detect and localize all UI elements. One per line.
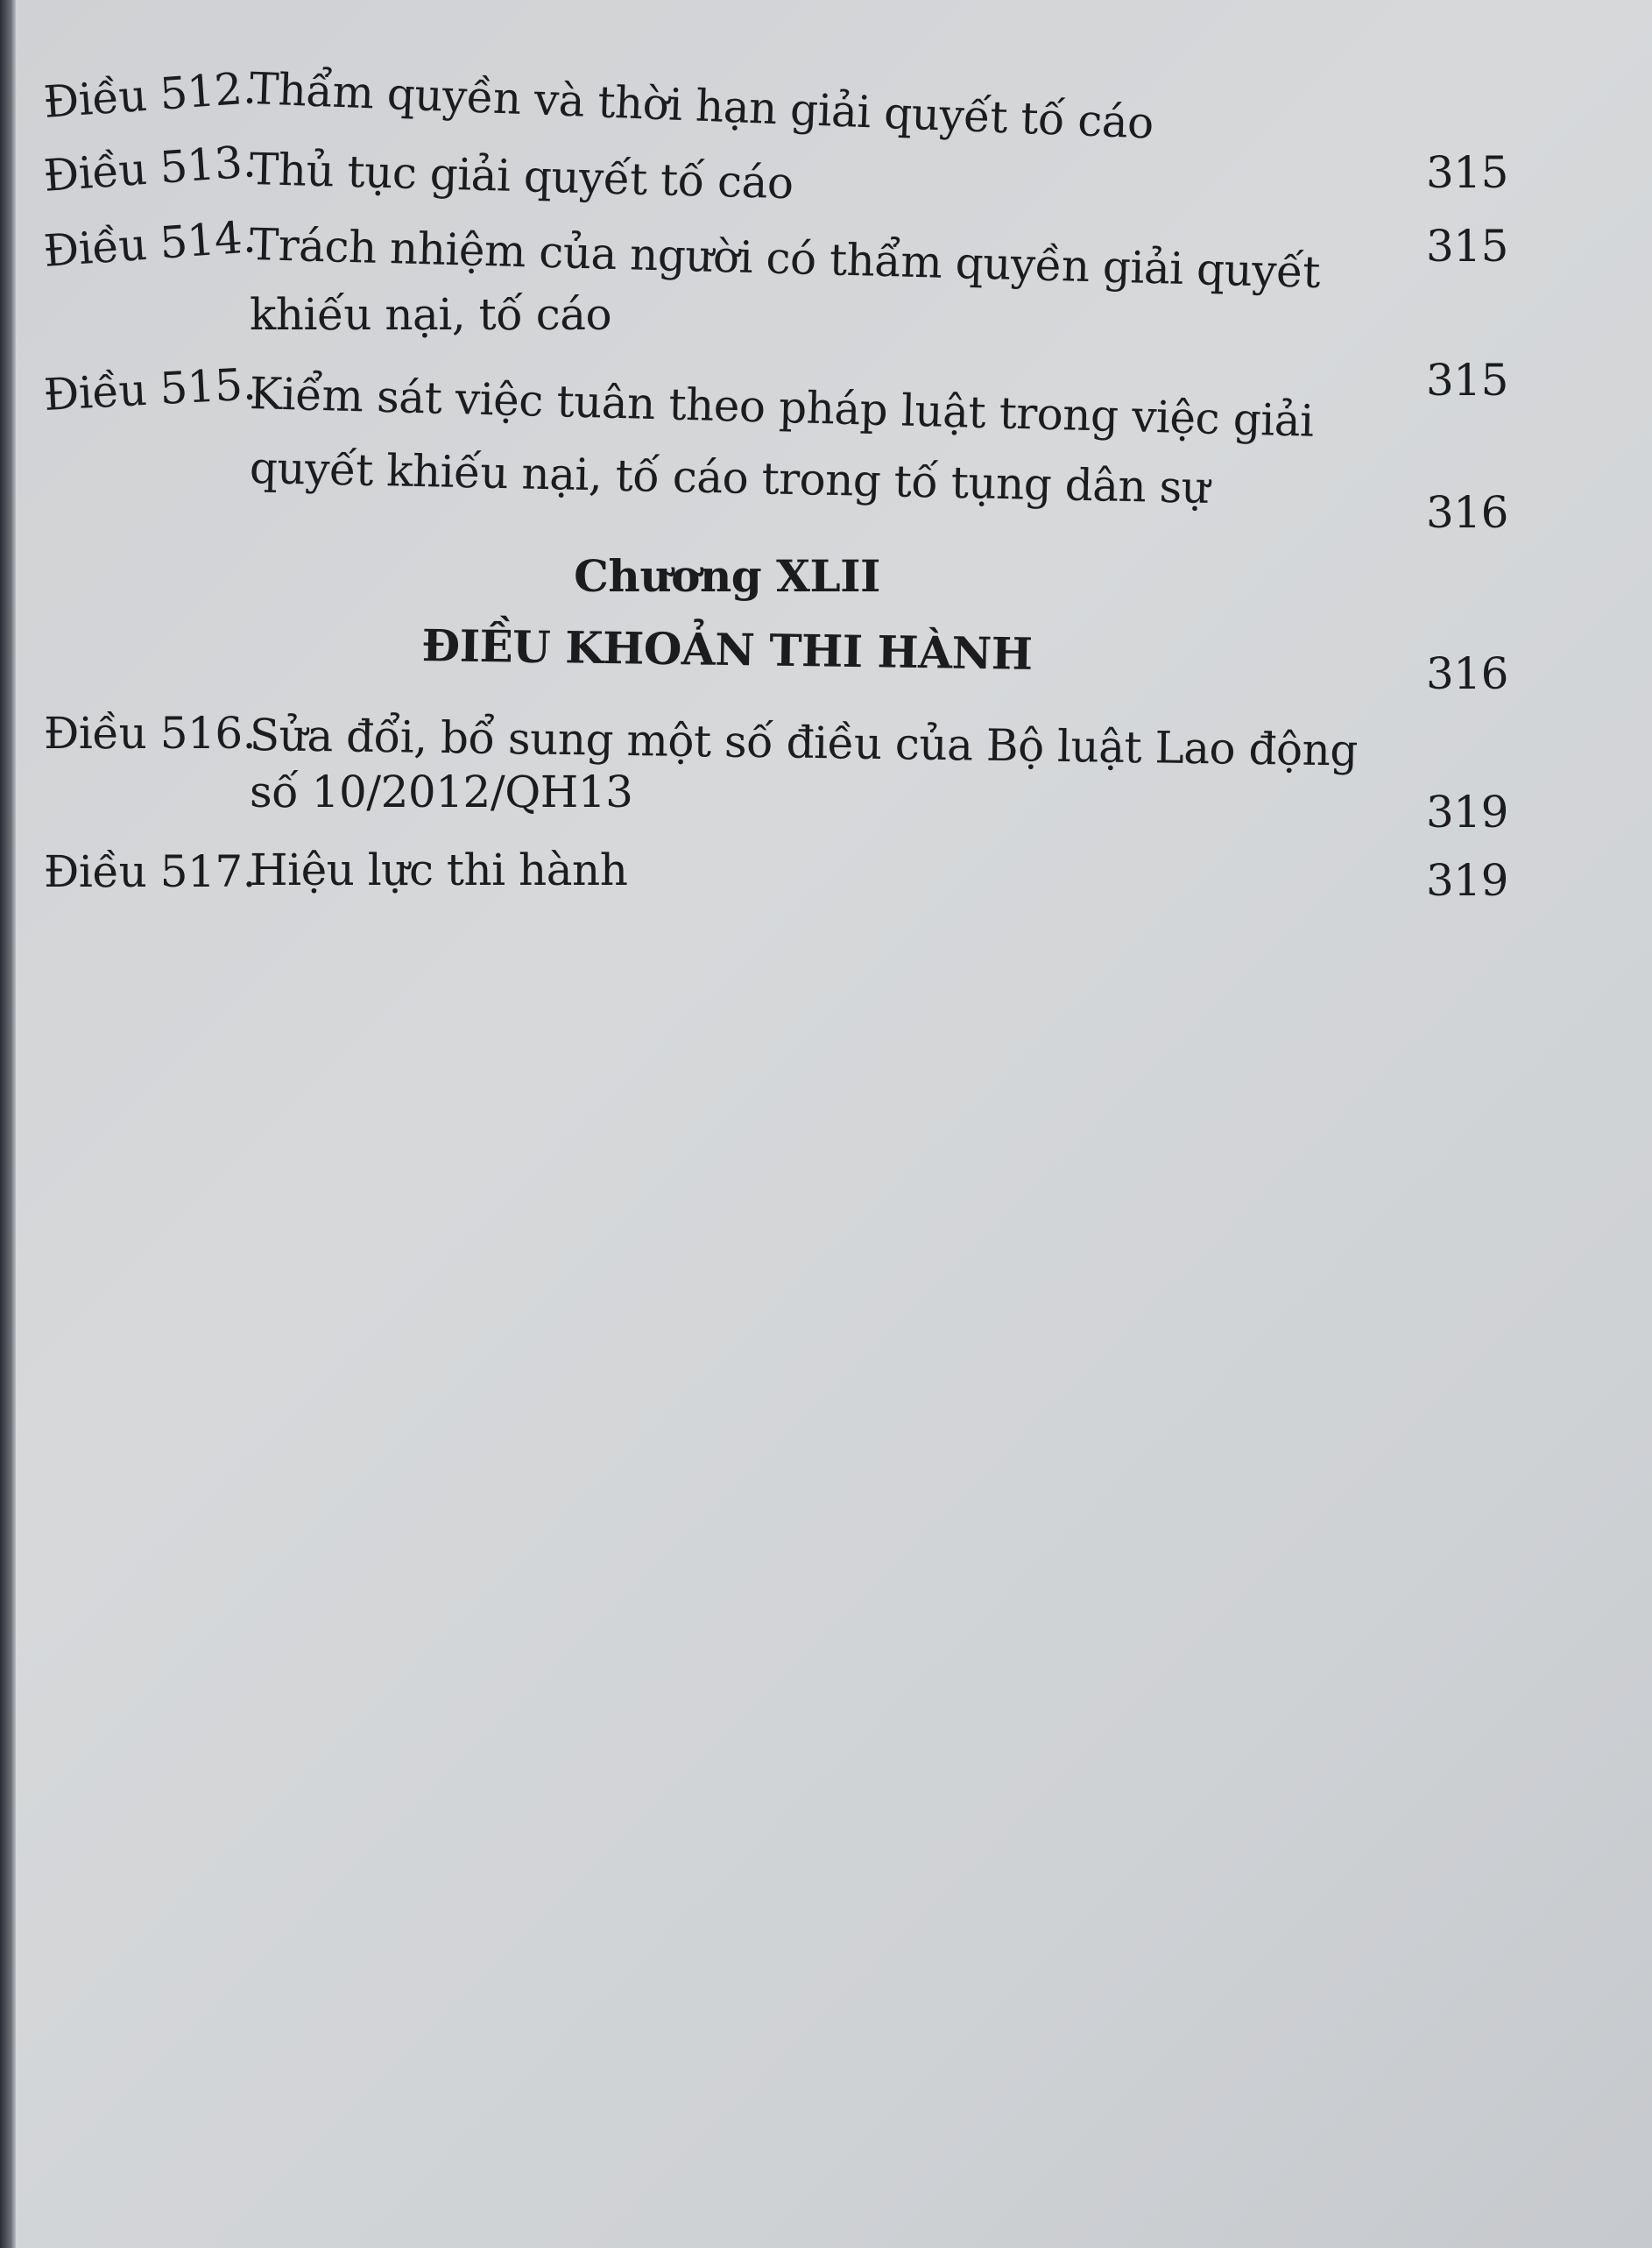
entry-page: 319 [1426,787,1508,838]
book-spine-edge [0,0,16,2248]
entry-label: Điều 513. [41,136,258,201]
entry-label: Điều 516. [44,708,257,759]
chapter-page: 316 [1426,648,1508,699]
entry-label: Điều 514. [41,211,258,277]
entry-title-cont: khiếu nại, tố cáo [250,289,612,340]
entry-title: Thẩm quyền và thời hạn giải quyết tố cáo [248,63,1154,149]
entry-title: Sửa đổi, bổ sung một số điều của Bộ luật Lao động [249,710,1359,776]
entry-page: 315 [1426,221,1508,272]
entry-title: Thủ tục giải quyết tố cáo [249,144,794,209]
chapter-title: ĐIỀU KHOẢN THI HÀNH [421,619,1033,680]
entry-title-cont: quyết khiếu nại, tố cáo trong tố tụng dân sự [249,442,1211,513]
entry-page: 319 [1426,855,1508,906]
entry-label: Điều 512. [41,62,258,128]
entry-page: 315 [1426,147,1508,198]
entry-page: 315 [1426,355,1508,406]
entry-title: Hiệu lực thi hành [250,845,628,895]
entry-title: Trách nhiệm của người có thẩm quyền giải quyết [249,219,1321,298]
entry-label: Điều 515. [42,358,258,421]
chapter-number: Chương XLII [574,550,880,602]
entry-title-cont: số 10/2012/QH13 [250,767,633,817]
entry-page: 316 [1426,487,1508,538]
entry-title: Kiểm sát việc tuân theo pháp luật trong việc giải [249,368,1315,447]
entry-label: Điều 517. [44,846,257,897]
